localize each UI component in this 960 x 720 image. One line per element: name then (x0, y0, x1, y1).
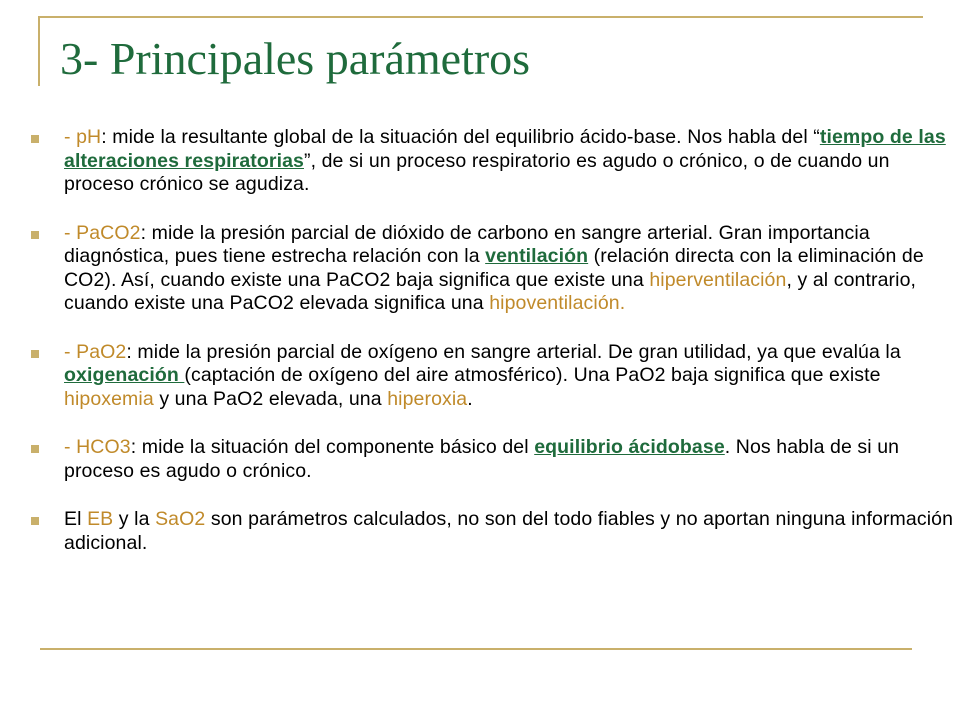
square-bullet-icon (31, 350, 39, 358)
item-lead: - PaCO2 (64, 221, 141, 244)
link-equilibrio-acidobase[interactable]: equilibrio ácidobase (534, 436, 725, 458)
slide-title: 3- Principales parámetros (60, 33, 531, 84)
item-text: : mide la resultante global de la situación del equilibrio ácido-base. Nos habla del “ (101, 126, 820, 148)
square-bullet-icon (31, 517, 39, 525)
item-text: ”, de si un proceso respiratorio es agudo o crónico, o de cuando un proceso crónico se agudiza. (64, 149, 890, 195)
list-item-paco2 (28, 222, 958, 316)
item-text: . (467, 387, 473, 410)
item-text: : mide la presión parcial de dióxido de carbono en sangre arterial. Gran importancia diagnóstica, pues tiene estrecha relación con la (64, 221, 870, 267)
item-lead: - HCO3 (64, 436, 131, 458)
link-tiempo-alteraciones[interactable]: tiempo de las alteraciones respiratorias (64, 126, 946, 172)
item-text: El (64, 508, 88, 530)
item-text: . Nos habla de si un proceso es agudo o crónico. (64, 436, 900, 482)
item-text: son parámetros calculados, no son del todo fiables y no aportan ninguna información adicional. (64, 508, 954, 554)
list-item-eb-sao2 (28, 508, 958, 555)
frame-left-rule (38, 16, 40, 86)
item-text: y la (113, 508, 156, 530)
item-text: : mide la situación del componente básico del (130, 436, 535, 458)
frame-bottom-rule (40, 648, 912, 650)
item-lead: - PaO2 (64, 340, 127, 363)
item-text: (captación de oxígeno del aire atmosférico). Una PaO2 baja significa que existe (184, 364, 881, 386)
list-item-hco3 (28, 436, 958, 483)
term-hiperoxia: hiperoxia (387, 387, 468, 410)
square-bullet-icon (31, 231, 39, 239)
term-eb: EB (87, 508, 114, 530)
list-item-pao2 (28, 341, 958, 412)
item-lead: - pH (64, 126, 102, 148)
frame-top-rule (38, 16, 923, 18)
item-text: : mide la presión parcial de oxígeno en sangre arterial. De gran utilidad, ya que evalúa la (126, 340, 901, 363)
item-text: , y al contrario, cuando existe una PaCO2 elevada significa una (64, 268, 917, 314)
list-item-ph (28, 126, 958, 197)
term-hipoxemia: hipoxemia (64, 387, 154, 410)
square-bullet-icon (31, 445, 39, 453)
link-ventilacion[interactable]: ventilación (485, 245, 589, 267)
term-hiperventilacion: hiperventilación (649, 268, 787, 291)
term-hipoventilacion: hipoventilación. (489, 292, 626, 314)
square-bullet-icon (31, 135, 39, 143)
term-sao2: SaO2 (155, 508, 206, 530)
item-text: (relación directa con la eliminación de CO2). Así, cuando existe una PaCO2 baja significa que existe una (64, 245, 924, 291)
link-oxigenacion[interactable]: oxigenación (64, 364, 185, 386)
parameter-list (28, 126, 958, 580)
item-text: y una PaO2 elevada, una (153, 387, 388, 410)
